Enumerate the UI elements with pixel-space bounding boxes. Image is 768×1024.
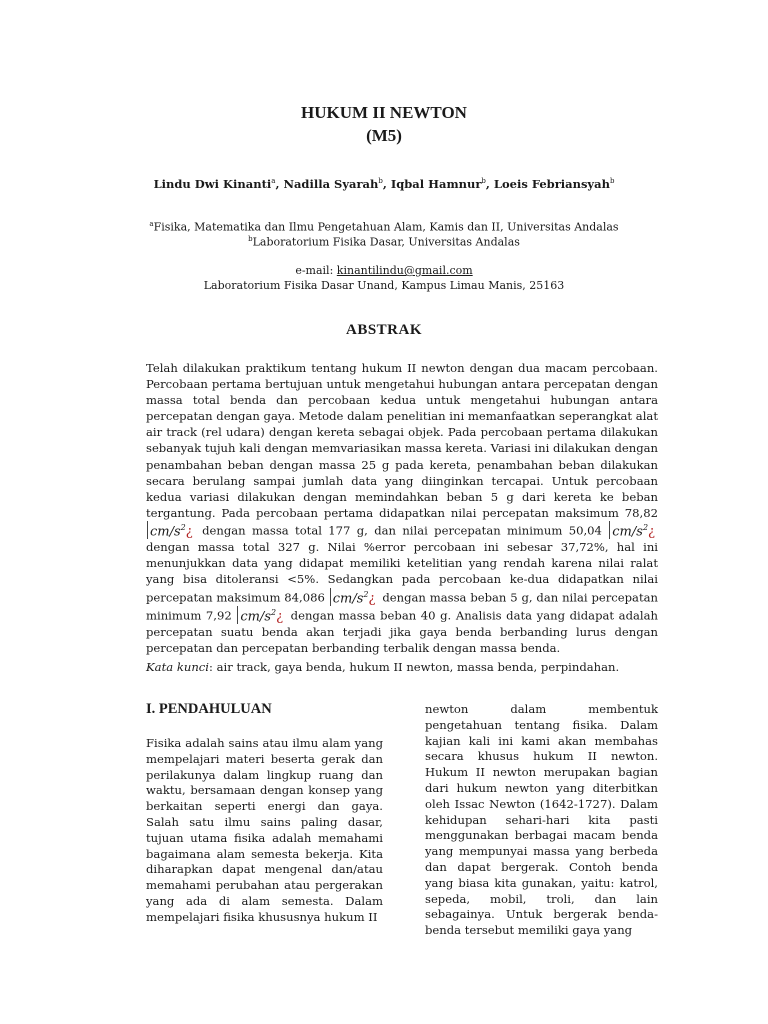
- unit-exponent: 2: [642, 522, 649, 532]
- unit-text: cm/s: [612, 524, 643, 540]
- abstract-heading: ABSTRAK: [345, 322, 423, 338]
- unit-cm-per-s2: [147, 521, 195, 539]
- body-column-right: newton dalam membentuk pengetahuan tentang fisika. Dalam kajian kali ini kami akan membahas secara khusus hukum II newton. Hukum II newton merupakan bagian dari hukum newton yang diterbitkan oleh Issac Newton (1642-1727). Dalam kehidupan sehari-hari kita pasti menggunakan berbagai macam benda yang mempunyai massa yang berbeda dan dapat bergerak. Contoh benda yang biasa kita gunakan, yaitu: katrol, sepeda, mobil, troli, dan lain sebagainya. Untuk bergerak benda-benda tersebut memiliki gaya yang: [425, 702, 658, 938]
- unit-glyph: ¿: [185, 524, 193, 540]
- email-label: e-mail:: [295, 264, 337, 277]
- keywords-line: [146, 659, 658, 675]
- unit-text: cm/s: [240, 609, 271, 625]
- author-name: Lindu Dwi Kinanti: [153, 177, 272, 191]
- unit-exponent: 2: [271, 607, 277, 617]
- keywords-label: Kata kunci: [146, 660, 209, 674]
- affil-text: Fisika, Matematika dan Ilmu Pengetahuan Alam, Kamis dan II, Universitas Andalas: [153, 220, 619, 234]
- abstract-text: dengan massa total 177 g, dan nilai percepatan minimum 50,04: [202, 523, 602, 538]
- affiliation-a: [0, 220, 768, 234]
- address-line: Laboratorium Fisika Dasar Unand, Kampus Limau Manis, 25163: [203, 279, 565, 292]
- abstract-body: [146, 360, 658, 656]
- author-affil-mark: b: [378, 177, 383, 186]
- abstract-text: dengan massa beban 5 g, dan nilai percepatan minimum 7,92: [146, 589, 658, 623]
- affil-text: Laboratorium Fisika Dasar, Universitas Andalas: [252, 235, 520, 249]
- author-list: Lindu Dwi Kinanti$^a$, Nadilla Syarah$^b$, Iqbal Hamnur$^b$, Loeis Febriansyah$^b$: [153, 177, 615, 191]
- author-name: Loeis Febriansyah: [493, 177, 610, 191]
- email-link[interactable]: kinantilindu@gmail.com: [336, 264, 473, 277]
- keywords-text: : air track, gaya benda, hukum II newton, massa benda, perpindahan.: [209, 660, 620, 674]
- unit-glyph: ¿: [648, 524, 656, 540]
- unit-text: cm/s: [150, 524, 181, 540]
- affil-mark: b: [248, 235, 253, 243]
- unit-cm-per-s2: [330, 588, 378, 606]
- email-line: [0, 264, 768, 277]
- paper-code: (M5): [366, 126, 402, 145]
- affiliation-b: [0, 235, 768, 249]
- abstract-text: dengan massa total 327 g. Nilai %error percobaan ini sebesar 37,72%, hal ini menunjukkan data yang didapat memiliki ketelitian yang rendah karena nilai ralat yang bisa ditoleransi <5%. Sedangkan pada percobaan ke-dua didapatkan nilai percepatan maksimum 84,086: [146, 540, 658, 604]
- unit-cm-per-s2: [609, 521, 657, 539]
- abstract-text: Telah dilakukan praktikum tentang hukum II newton dengan dua macam percobaan. Percobaan pertama bertujuan untuk mengetahui hubungan antara percepatan dengan massa total benda dan percobaan kedua untuk mengetahui hubungan antara percepatan dengan gaya. Metode dalam penelitian ini memanfaatkan seperangkat alat air track (rel udara) dengan kereta sebagai objek. Pada percobaan pertama dilakukan sebanyak tujuh kali dengan memvariasikan massa kereta. Variasi ini dilakukan dengan penambahan beban dengan massa 25 g pada kereta, penambahan beban dilakukan secara berulang sampai jumlah data yang diinginkan tercapai. Untuk percobaan kedua variasi dilakukan dengan memindahkan beban 5 g dari kereta ke beban tergantung. Pada percobaan pertama didapatkan nilai percepatan maksimum 78,82: [146, 361, 658, 520]
- unit-glyph: ¿: [276, 609, 284, 625]
- affil-mark: a: [149, 220, 154, 228]
- author-affil-mark: b: [481, 177, 486, 186]
- unit-glyph: ¿: [368, 590, 376, 606]
- body-column-left: Fisika adalah sains atau ilmu alam yang mempelajari materi beserta gerak dan perilakunya dalam lingkup ruang dan waktu, bersamaan dengan konsep yang berkaitan seperti energi dan gaya. Salah satu ilmu sains paling dasar, tujuan utama fisika adalah memahami bagaimana alam semesta bekerja. Kita diharapkan dapat mengenal dan/atau memahami perubahan atau pergerakan yang ada di alam semesta. Dalam mempelajari fisika khususnya hukum II: [146, 736, 383, 924]
- author-name: Iqbal Hamnur: [390, 177, 482, 191]
- unit-text: cm/s: [332, 590, 364, 606]
- paper-title: HUKUM II NEWTON: [301, 103, 467, 122]
- unit-exponent: 2: [180, 522, 186, 532]
- section-heading: I. PENDAHULUAN: [146, 701, 272, 717]
- unit-cm-per-s2: [237, 606, 285, 624]
- unit-exponent: 2: [363, 589, 369, 599]
- author-name: Nadilla Syarah: [283, 177, 379, 191]
- abstract-text: dengan massa beban 40 g. Analisis data yang didapat adalah percepatan suatu benda akan terjadi jika gaya benda berbanding lurus dengan percepatan dan percepatan berbanding terbalik dengan massa benda.: [146, 608, 658, 656]
- author-affil-mark: a: [271, 177, 276, 186]
- author-affil-mark: b: [609, 177, 615, 186]
